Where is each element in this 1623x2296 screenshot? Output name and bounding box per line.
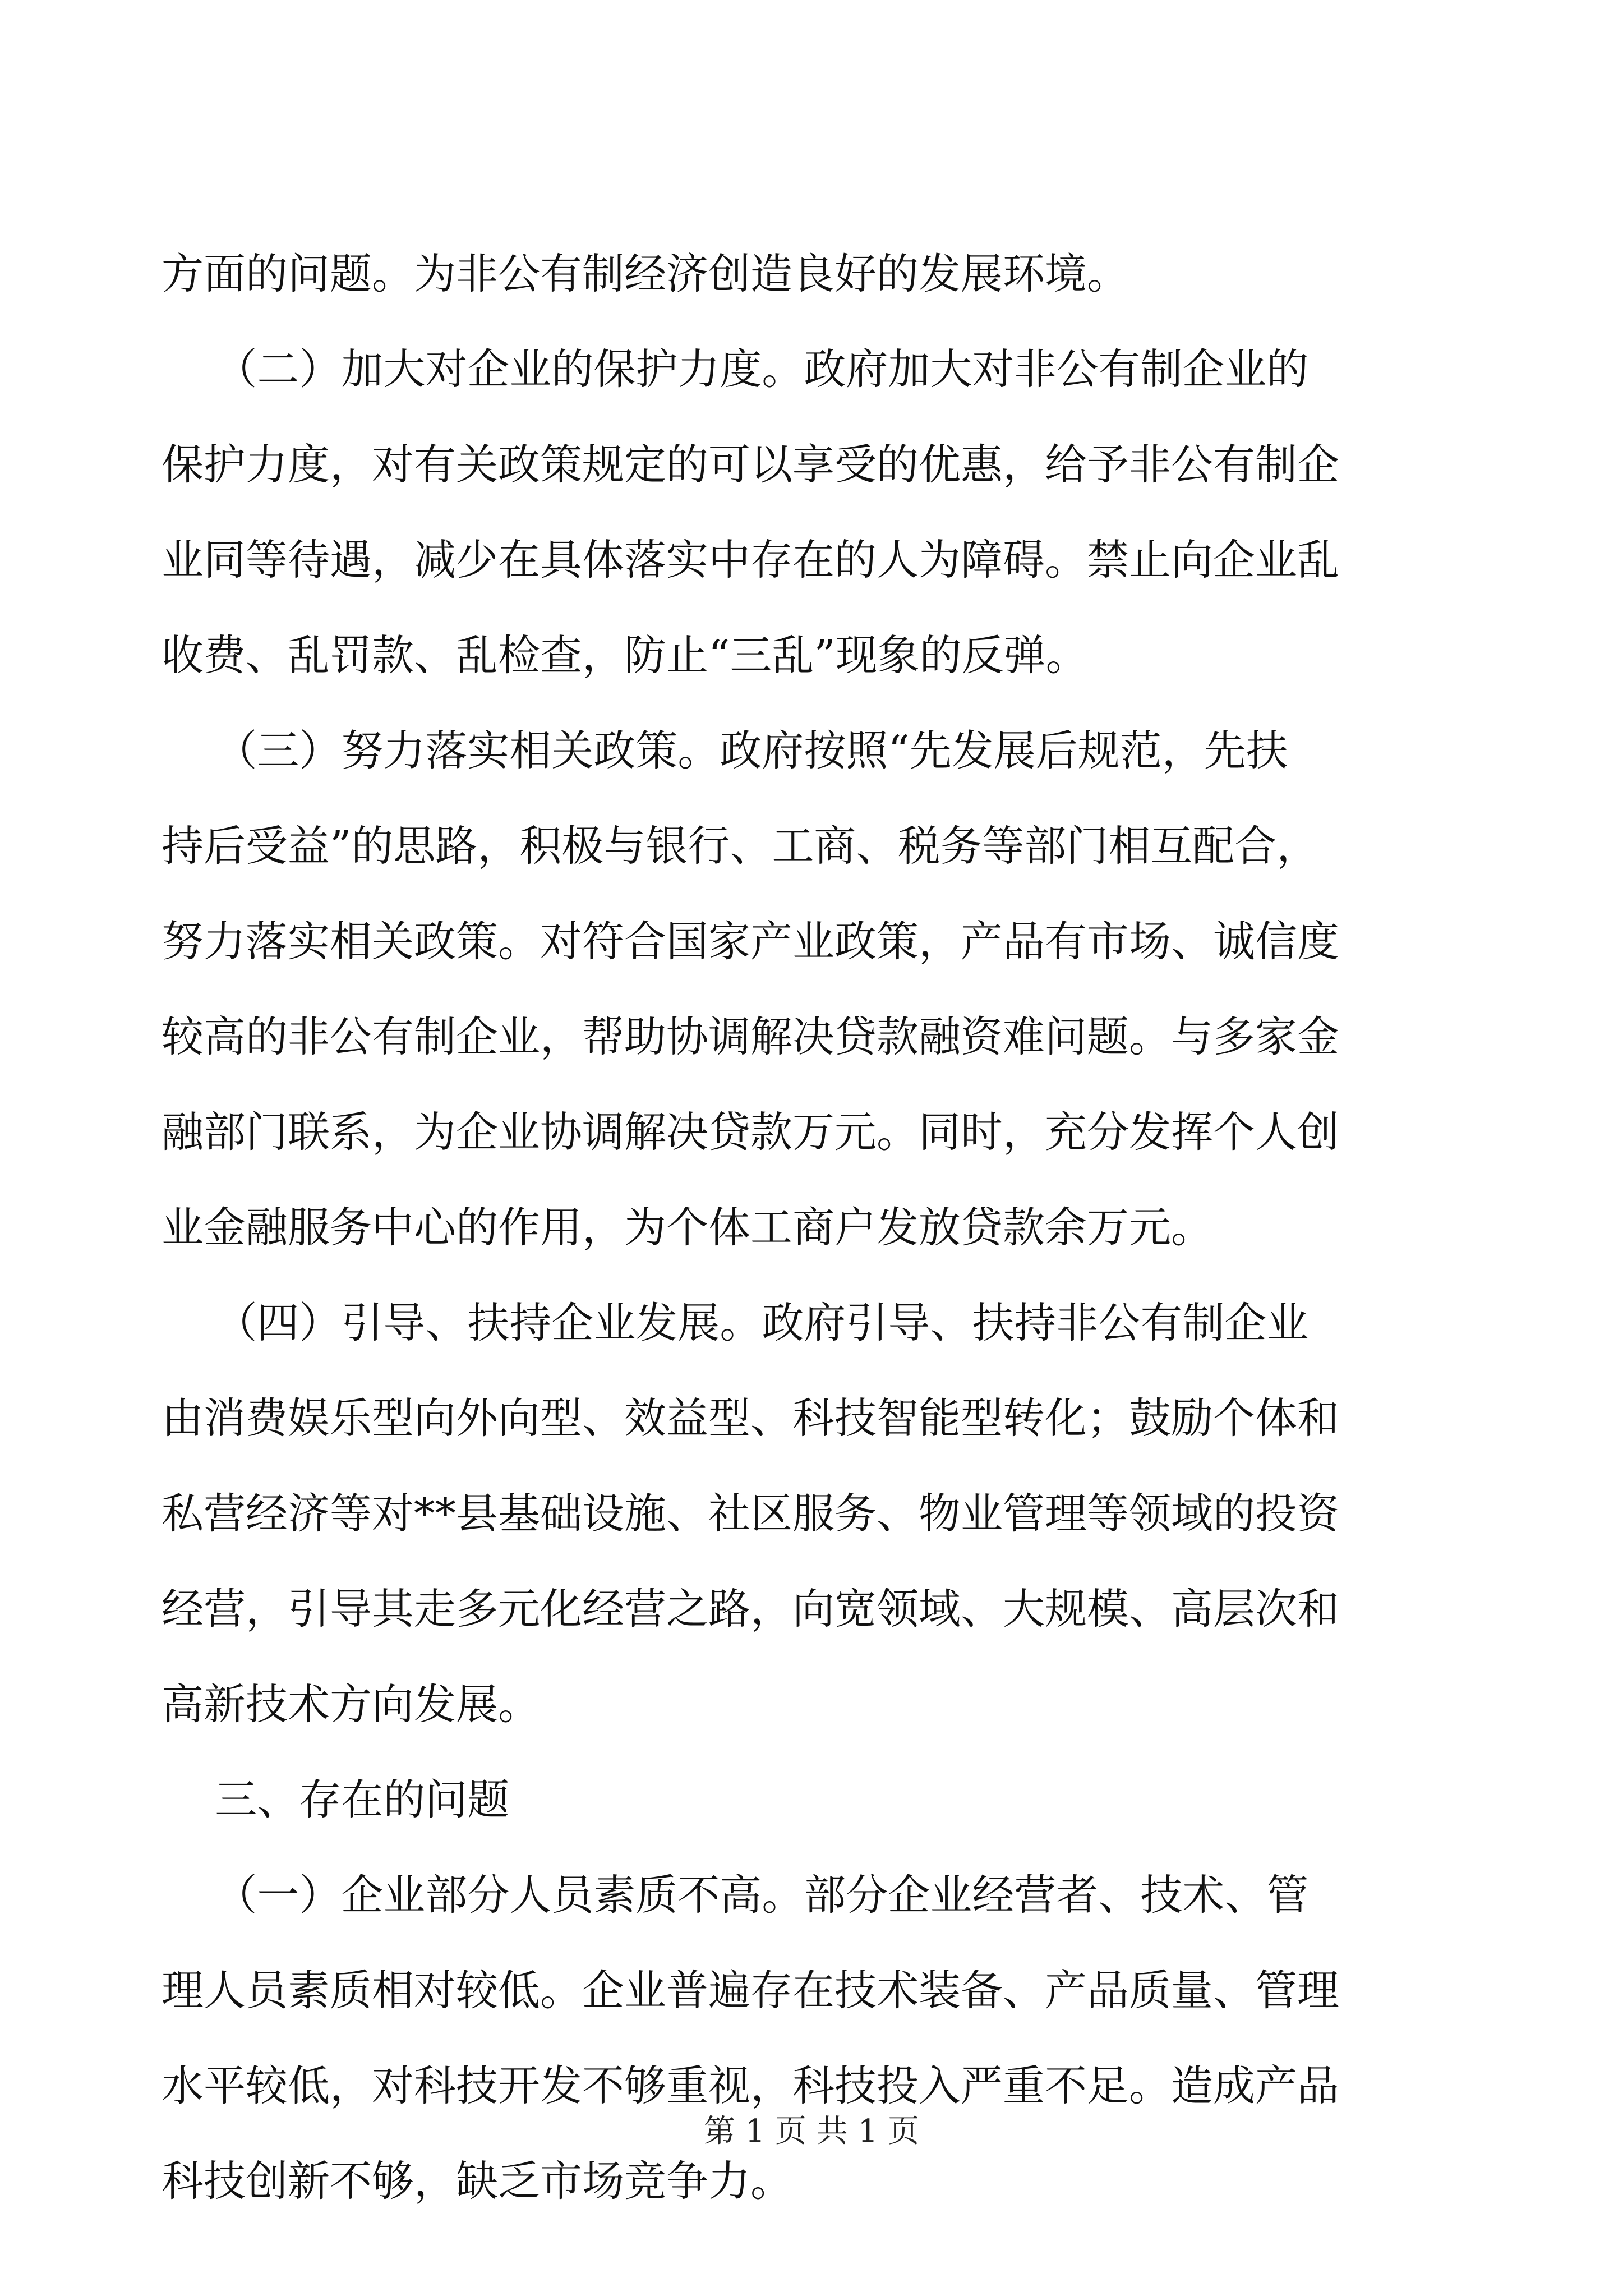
text-line: 高新技术方向发展。 [162, 1680, 541, 1729]
text-line: 保护力度，对有关政策规定的可以享受的优惠，给予非公有制企 [162, 440, 1340, 489]
text-line: （三）努力落实相关政策。政府按照“先发展后规范，先扶 [162, 726, 1288, 775]
text-line: 私营经济等对**县基础设施、社区服务、物业管理等领域的投资 [162, 1489, 1340, 1538]
text-line: 水平较低，对科技开发不够重视，科技投入严重不足。造成产品 [162, 2061, 1340, 2110]
text-line: 业同等待遇，减少在具体落实中存在的人为障碍。禁止向企业乱 [162, 535, 1340, 585]
text-line: 较高的非公有制企业，帮助协调解决贷款融资难问题。与多家金 [162, 1012, 1340, 1061]
text-line: （二）加大对企业的保护力度。政府加大对非公有制企业的 [162, 344, 1309, 394]
text-line: （四）引导、扶持企业发展。政府引导、扶持非公有制企业 [162, 1298, 1309, 1347]
text-line: 经营，引导其走多元化经营之路，向宽领域、大规模、高层次和 [162, 1584, 1340, 1634]
section-heading: 三、存在的问题 [162, 1775, 510, 1824]
text-line: 持后受益”的思路，积极与银行、工商、税务等部门相互配合， [162, 821, 1319, 871]
page-footer: 第 1 页 共 1 页 [703, 2113, 920, 2150]
text-line: 理人员素质相对较低。企业普遍存在技术装备、产品质量、管理 [162, 1966, 1340, 2015]
text-line: 努力落实相关政策。对符合国家产业政策，产品有市场、诚信度 [162, 917, 1340, 966]
text-line: 方面的问题。为非公有制经济创造良好的发展环境。 [162, 249, 1129, 298]
text-line: 科技创新不够，缺乏市场竞争力。 [162, 2156, 793, 2206]
text-line: （一）企业部分人员素质不高。部分企业经营者、技术、管 [162, 1870, 1309, 1920]
text-line: 融部门联系，为企业协调解决贷款万元。同时，充分发挥个人创 [162, 1107, 1340, 1157]
text-line: 业金融服务中心的作用，为个体工商户发放贷款余万元。 [162, 1203, 1214, 1252]
text-line: 收费、乱罚款、乱检查，防止“三乱”现象的反弹。 [162, 631, 1088, 680]
text-line: 由消费娱乐型向外向型、效益型、科技智能型转化；鼓励个体和 [162, 1393, 1340, 1443]
